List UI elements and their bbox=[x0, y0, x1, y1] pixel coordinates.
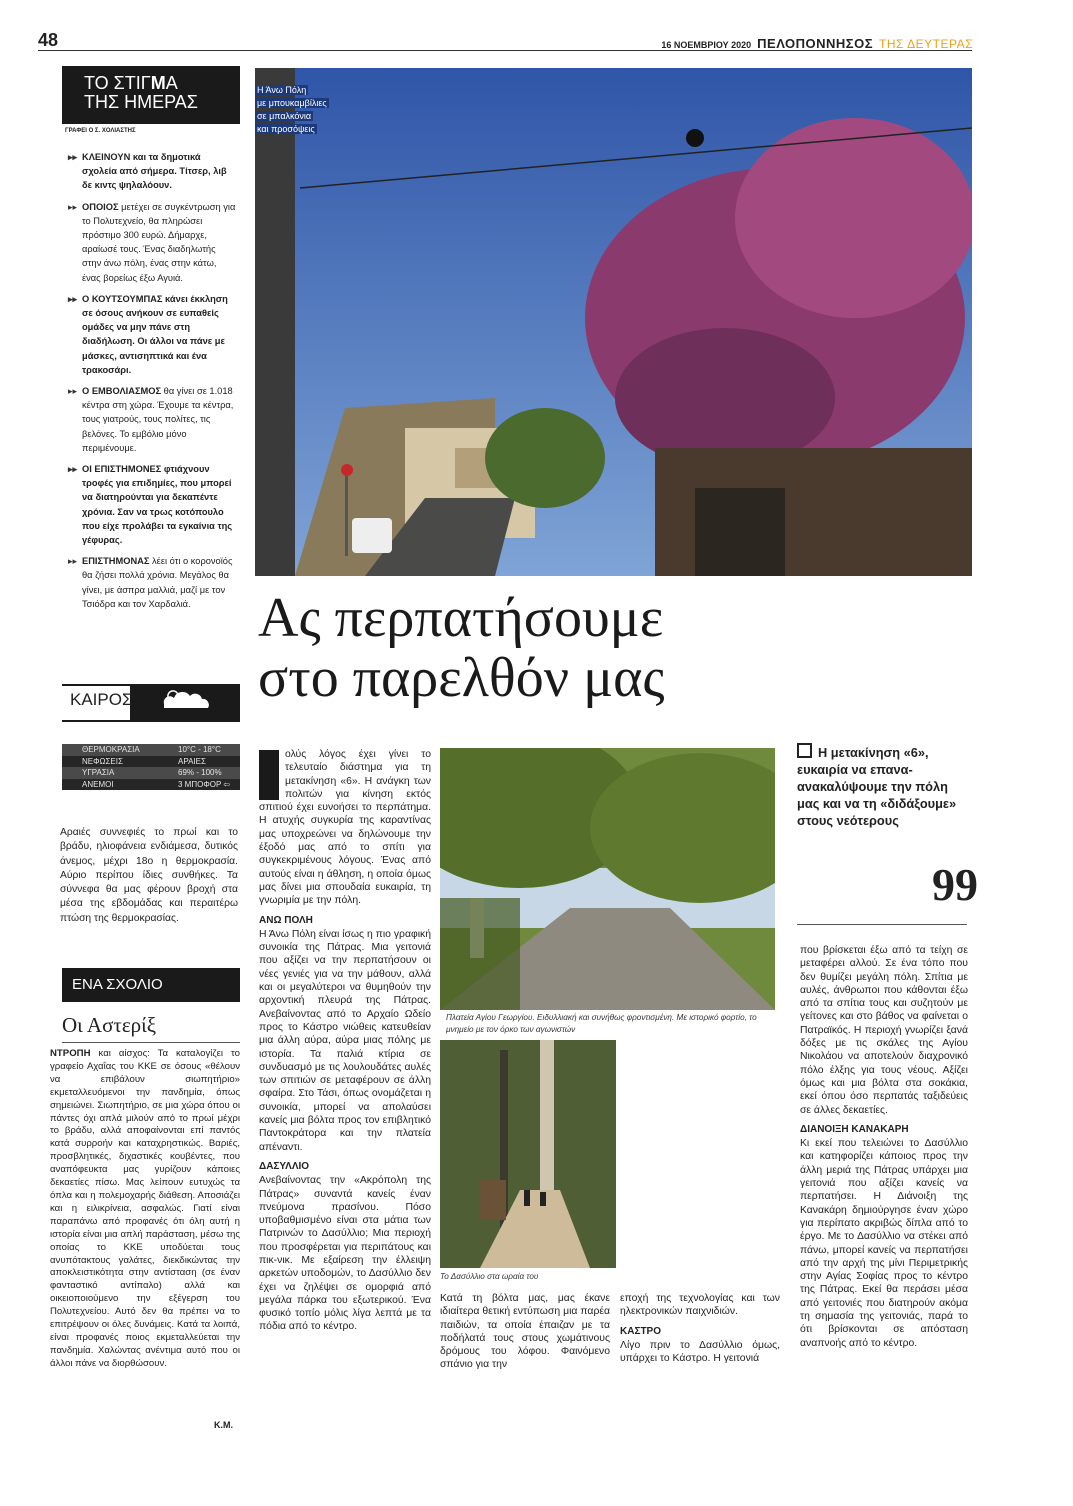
stigma-item-lead: ΚΛΕΙΝΟΥΝ bbox=[82, 152, 131, 162]
weather-label: ΑΝΕΜΟΙ bbox=[62, 779, 160, 791]
photo-dasyllio bbox=[440, 1040, 616, 1268]
article-column-4 bbox=[800, 944, 968, 1350]
comment-section-header bbox=[62, 968, 240, 1002]
stigma-item-text: κάνει έκκληση σε όσους ανήκουν σε ευπαθείς ομάδες να μην πάνε στη διαδήλωση. Οι άλλοι να πάνε με μάσκες, αντισηπτικά και ένα τρακοσάρι. bbox=[82, 293, 228, 375]
stigma-item-lead: ΟΠΟΙΟΣ bbox=[82, 201, 119, 212]
comment-rule bbox=[62, 1042, 240, 1043]
weather-row bbox=[62, 779, 240, 791]
stigma-item-text: φτιάχνουν τροφές για επιδημίες, που μπορεί να διατηρούνται για δεκαπέντε χρόνια. Σαν να τρως κοτόπουλο που είχε προλάβει τα εγκαίνια της γέφυρας. bbox=[82, 464, 233, 546]
newspaper-brand: ΠΕΛΟΠΟΝΝΗΣΟΣ bbox=[757, 36, 874, 51]
caption-line: με μπουκαμβίλιες bbox=[257, 98, 327, 108]
paragraph: εποχή της τεχνολογίας και των ηλεκτρονικών παιχνιδιών. bbox=[620, 1293, 780, 1318]
main-photo-bougainvillea bbox=[255, 68, 972, 576]
caption-line: Η Άνω Πόλη bbox=[257, 85, 307, 95]
issue-date: 16 ΝΟΕΜΒΡΙΟΥ 2020 bbox=[661, 40, 752, 50]
caption-line: και προσόψεις bbox=[257, 124, 315, 134]
quote-mark-icon: 99 bbox=[932, 859, 978, 910]
weather-value: 10°C - 18°C bbox=[160, 744, 240, 756]
stigma-title-2: ΤΗΣ ΗΜΕΡΑΣ bbox=[84, 92, 198, 112]
weather-row bbox=[62, 756, 240, 768]
paragraph: Η Άνω Πόλη είναι ίσως η πιο γραφική συνοικία της Πάτρας. Μια γειτονιά που αξίζει να την περπατήσουν οι νέες γενιές για να την μάθουν, αλλά και οι μεγαλύτεροι να θυμηθούν την αρχοντική πλευρά της Πάτρας. Ανεβαίνοντας από το Αρχαίο Ωδείο προς το Κάστρο νιώθεις κατευθείαν μια άλλη αύρα, αύρα μιας πόλης με ιστορία. Τα παλιά κτίρια σε συνδυασμό με τις λουλουδάτες αυλές των σπιτιών σε μεταφέρουν σε άλλη σφαίρα. Στο Τάσι, όπως ονομάζεται η συνοικία, μπορεί να απολαύσει κανείς μια βόλτα προς τον επιβλητικό Παντοκράτορα και την πλατεία απέναντι. bbox=[259, 928, 431, 1153]
main-photo-caption bbox=[255, 84, 329, 136]
square-bullet-icon bbox=[797, 743, 812, 758]
comment-signature: Κ.Μ. bbox=[214, 1420, 233, 1430]
stigma-item bbox=[68, 292, 237, 377]
article-headline bbox=[258, 588, 978, 708]
stigma-item-lead: ΟΙ ΕΠΙΣΤΗΜΟΝΕΣ bbox=[82, 464, 162, 475]
caption-line: σε μπαλκόνια bbox=[257, 111, 312, 121]
arrow-icon: ▸▸ bbox=[68, 201, 78, 212]
weather-value: 69% - 100% bbox=[160, 767, 240, 779]
article-column-2: Κατά τη βόλτα μας, μας έκανε ιδιαίτερα θετική εντύπωση μια παρέα παιδιών, τα οποία έπαιζαν με τα ποδήλατά τους στους χωμάτινους δρόμους του λόφου. Φαινόμενο σπάνιο για την bbox=[440, 1293, 610, 1371]
subhead-dasyllio: ΔΑΣΥΛΛΙΟ bbox=[259, 1160, 310, 1172]
stigma-item-lead: ΕΠΙΣΤΗΜΟΝΑΣ bbox=[82, 556, 150, 567]
article-column-3 bbox=[620, 1292, 780, 1365]
arrow-icon: ▸▸ bbox=[68, 152, 78, 162]
edition-tag: ΤΗΣ ΔΕΥΤΕΡΑΣ bbox=[879, 37, 973, 51]
weather-label: ΥΓΡΑΣΙΑ bbox=[62, 767, 160, 779]
subhead-dianoixi-kanakari: ΔΙΑΝΟΙΞΗ ΚΑΝΑΚΑΡΗ bbox=[800, 1123, 909, 1135]
arrow-icon: ▸▸ bbox=[68, 464, 78, 475]
pull-quote bbox=[797, 743, 967, 829]
arrow-icon: ▸▸ bbox=[68, 293, 78, 304]
cloud-sun-icon bbox=[158, 690, 214, 714]
stigma-item-text: λέει ότι ο κορονοϊός θα ζήσει πολλά χρόνια. Μεγάλος θα γίνει, με άσπρα μαλλιά, μαζί με τον Τσιόδρα και τον Χαρδαλιά. bbox=[82, 556, 233, 609]
subhead-ano-poli: ΑΝΩ ΠΟΛΗ bbox=[259, 914, 313, 926]
comment-body bbox=[50, 1048, 240, 1371]
main-photo-drawing bbox=[255, 68, 972, 576]
photo-plateia-agiou-georgiou bbox=[440, 748, 775, 1010]
page-number: 48 bbox=[38, 30, 59, 50]
paragraph: που βρίσκεται έξω από τα τείχη σε μεταφέρει αλλού. Σε ένα τόπο που δεν θυμίζει μεγάλη πόλη. Σπίτια με αυλές, άνθρωποι που κάθονται έξω από τα σπίτια τους και συζητούν με γείτονες και στο βάθος να φαίνεται ο Πατραϊκός. Η περιοχή γνωρίζει ξανά δόξες με τις σκάλες της Αγίου Νικολάου να αποτελούν διαχρονικό πόλο έλξης για τους νέους. Αξίζει όμως και μια βόλτα στα σοκάκια, εκεί όπου όσο περπατάς ταξιδεύεις σε άλλες δεκαετίες. bbox=[800, 945, 968, 1116]
subhead-kastro: ΚΑΣΤΡΟ bbox=[620, 1325, 662, 1337]
stigma-item-text: θα γίνει σε 1.018 κέντρα στη χώρα. Έχουμε τα κέντρα, τους γιατρούς, τους πολίτες, τις βελόνες. Το εμβόλιο μόνο περιμένουμε. bbox=[82, 386, 234, 453]
photo3-drawing bbox=[440, 1040, 616, 1268]
comment-text: και αίσχος: Τα καταλογίζει το γραφείο Αχαΐας του ΚΚΕ σε όσους «θέλουν να επιβάλουν σιωπητήριο» εκμεταλλευόμενοι την πανδημία, όπως σημειώνει. Σιωπητήριο, σε μια χώρα όπου οι πάντες όχι απλά μιλούν από το πρωί μέχρι το βράδυ, αλλά αποφαίνονται επί παντός κατά συρροήν και καταχρηστικώς. Βαριές, προσβλητικές, διχαστικές κουβέντες, που αναπόφευκτα μας γυρίζουν κάποιες δεκαετίες πίσω. Μας λείπουν ευτυχώς τα όπλα και η πολεμοχαρής διάθεση. Αποσιάζει και η ειλικρίνεια, ασφαλώς. Γιατί είναι παραπάνω από προφανές ότι όλη αυτή η ιστορία είναι μια απλή παράσταση, μέσω της οποίας το ΚΚΕ υποδύεται τους ανυπότακτους γαλάτες, διεκδικώντας την αποκλειστικότητα στην αντίσταση (σε έναν φανταστικό αντίπαλο) αλλά και οικειοποιούμενο την εξέγερση του Πολυτεχνείου. Αυτό δεν θα πρέπει να το επιτρέψουν οι όλες δυνάμεις. Κατά τα λοιπά, είναι προφανές ποιος εκμεταλλεύεται την πανδημία. Χαλώντας ανέντιμα αυτό που οι άλλοι πάνε να διορθώσουν. bbox=[50, 1048, 240, 1369]
stigma-item-text: και τα δημοτικά σχολεία από σήμερα. Τίτσερ, λιβ δε κιντς ψηλαλόουν. bbox=[82, 152, 227, 191]
weather-label: ΝΕΦΩΣΕΙΣ bbox=[62, 756, 160, 768]
stigma-byline: ΓΡΑΦΕΙ Ο Σ. ΧΟΛΙΑΣΤΗΣ bbox=[65, 128, 136, 134]
arrow-icon: ▸▸ bbox=[68, 386, 78, 397]
stigma-item bbox=[68, 200, 237, 285]
pull-quote-text: Η μετακίνηση «6», ευκαιρία να επανα-ανακαλύψουμε την πόλη μας και να τη «διδάξουμε» στους νεότερους bbox=[797, 745, 957, 828]
masthead bbox=[661, 36, 973, 51]
photo2-drawing bbox=[440, 748, 775, 1010]
stigma-item-lead: Ο ΚΟΥΤΣΟΥΜΠΑΣ bbox=[82, 293, 163, 304]
paragraph: Ανεβαίνοντας την «Ακρόπολη της Πάτρας» συναντά κανείς έναν πνεύμονα πρασίνου. Πόσο υποβαθμισμένο είναι στα μάτια των Πατρινών το Δασύλλιο; Μια περιοχή που προσφέρεται για περιπάτους και πικ-νικ. Με εξαίρεση την έλλειψη αρκετών υποδομών, το Δασύλλιο δεν έχει να ζηλέψει σε ομορφιά από μεγάλα πάρκα του εξωτερικού. Ένα φυσικό τοπίο μόλις λίγα λεπτά με τα πόδια από το κέντρο. bbox=[259, 1175, 431, 1333]
weather-row bbox=[62, 744, 240, 756]
weather-row bbox=[62, 767, 240, 779]
stigma-title-1b: Μ bbox=[150, 73, 166, 93]
comment-lead: ΝΤΡΟΠΗ bbox=[50, 1048, 91, 1059]
drop-cap-block bbox=[259, 750, 279, 800]
stigma-item bbox=[68, 462, 237, 547]
article-intro: ολύς λόγος έχει γίνει το τελευταίο διάστημα για τη μετακίνηση «6». Η ανάγκη των πολιτών για κίνηση εκτός σπιτιού έχει ευνοήσει το περπάτημα. Η ατυχής συγκυρία της καραντίνας μας υποχρεώνει να δηλώνουμε την έξοδό μας από το σπίτι για συγκεκριμένους λόγους. Ένας από αυτούς είναι η άθληση, η οποία όμως μας δίνει μια σπουδαία ευκαιρία, τη γνωριμία με την πόλη. bbox=[259, 749, 431, 907]
photo2-caption: Πλατεία Αγίου Γεωργίου. Ειδυλλιακή και συνήθως φροντισμένη. Με ιστορικό φορτίο, το μνημείο με τον όρκο των αγωνιστών bbox=[446, 1013, 757, 1034]
stigma-items bbox=[68, 150, 237, 618]
paragraph: Λίγο πριν το Δασύλλιο όμως, υπάρχει το Κάστρο. Η γειτονιά bbox=[620, 1339, 780, 1365]
stigma-item bbox=[68, 554, 237, 611]
weather-value: ΑΡΑΙΕΣ bbox=[160, 756, 240, 768]
weather-value: 3 ΜΠΟΦΟΡ ⇦ bbox=[160, 779, 240, 791]
photo3-caption: Το Δασύλλιο στα ωραία του bbox=[440, 1272, 539, 1281]
comment-section-label: ΕΝΑ ΣΧΟΛΙΟ bbox=[72, 976, 163, 993]
stigma-title-1a: ΤΟ ΣΤΙΓ bbox=[84, 73, 151, 93]
stigma-item-lead: Ο ΕΜΒΟΛΙΑΣΜΟΣ bbox=[82, 386, 162, 397]
headline-line-2: στο παρελθόν μας bbox=[258, 647, 665, 709]
weather-text: Αραιές συννεφιές το πρωί και το βράδυ, ηλιοφάνεια ενδιάμεσα, δυτικός άνεμος, μέχρι 18ο η θερμοκρασία. Αύριο περίπου ίδιες συνθήκες. Τα σύννεφα θα μας φέρουν βροχή στα μέσα της εβδομάδας και περαιτέρω πτώση της θερμοκρασίας. bbox=[60, 827, 238, 924]
arrow-icon: ▸▸ bbox=[68, 556, 78, 567]
stigma-item bbox=[68, 150, 237, 193]
headline-line-1: Ας περπατήσουμε bbox=[258, 587, 664, 649]
stigma-title-box bbox=[62, 66, 240, 124]
stigma-title-1c: Α bbox=[165, 73, 178, 93]
stigma-item bbox=[68, 384, 237, 455]
comment-title: Οι Αστερίξ bbox=[62, 1013, 157, 1037]
weather-label: ΘΕΡΜΟΚΡΑΣΙΑ bbox=[62, 744, 160, 756]
paragraph: Κι εκεί που τελειώνει το Δασύλλιο και κατηφορίζει κάποιος προς την άλλη μεριά της Πάτρας υπάρχει μια γειτονιά που αξίζει κανείς να περπατήσει. Η Διάνοιξη της Κανακάρη δημιούργησε έναν χώρο για περίπατο ακριβώς δίπλα από το έργο. Με το Δασύλλιο να στέκει από πάνω, μπορεί κανείς να περπατήσει από την αρχή της μίνι Περιμετρικής στην Αγίας Σοφίας προς το κέντρο της Πάτρας. Εκεί θα περάσει μέσα από γειτονιές που διατηρούν ακόμα τη σημασία της γειτονιάς, παρά το ότι βρίσκονται σε απόσταση αναπνοής από το κέντρο. bbox=[800, 1138, 968, 1349]
weather-table bbox=[62, 744, 240, 790]
stigma-item-text: μετέχει σε συγκέντρωση για το Πολυτεχνείο, θα πληρώσει πρόστιμο 300 ευρώ. Δήμαρχε, αραίωσέ τους. Ένας διαδηλωτής στην άνω πόλη, ένας στην κάτω, ένας βορείως έξω Αγυιά. bbox=[82, 201, 236, 283]
pull-quote-rule bbox=[797, 924, 967, 925]
article-column-1 bbox=[259, 748, 431, 1334]
weather-title: ΚΑΙΡΟΣ bbox=[70, 690, 133, 709]
